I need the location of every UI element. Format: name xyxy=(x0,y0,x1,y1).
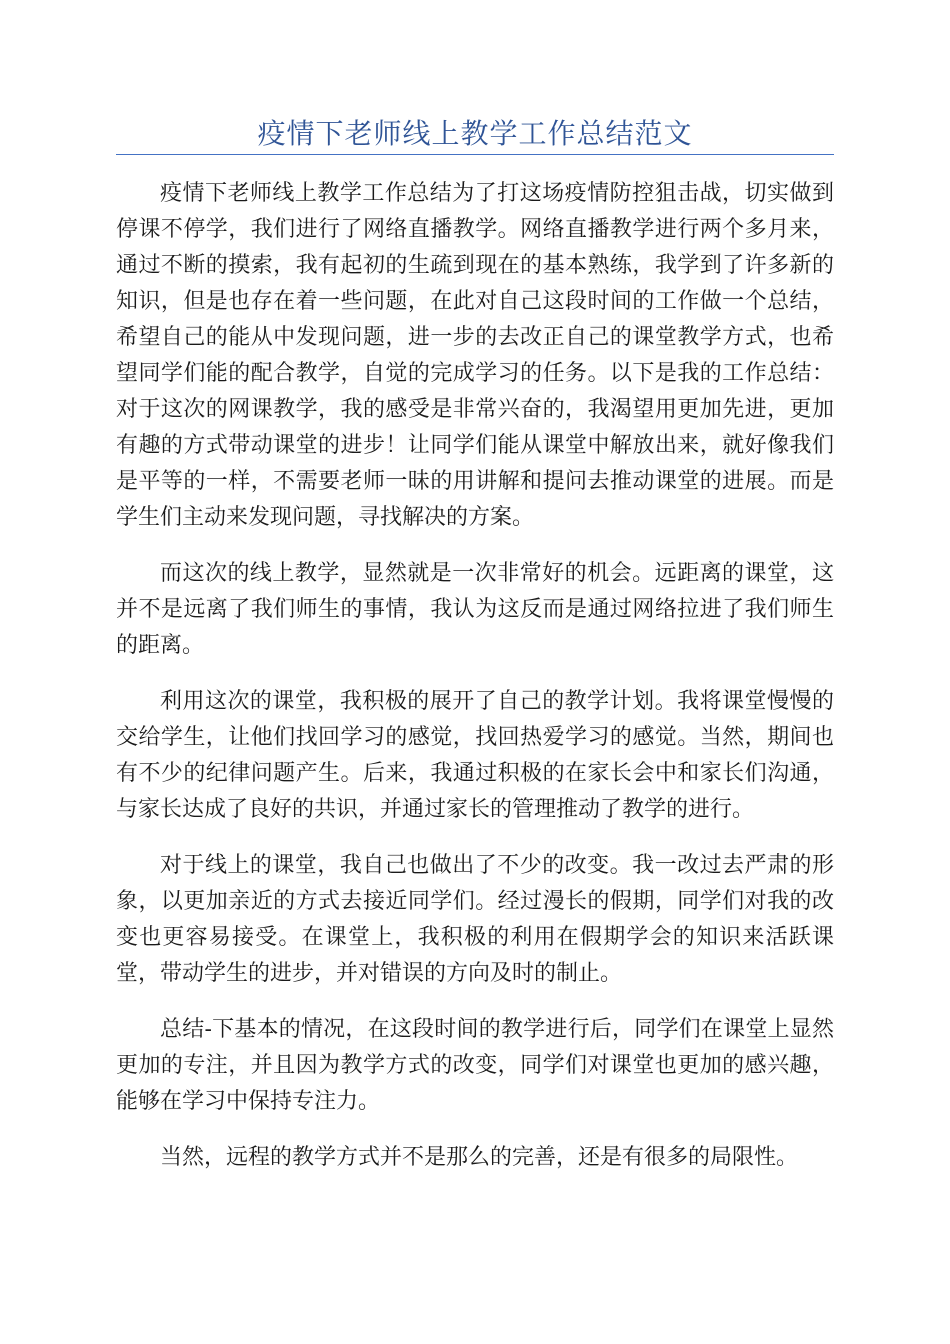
paragraph-2: 而这次的线上教学，显然就是一次非常好的机会。远距离的课堂，这并不是远离了我们师生的事情，我认为这反而是通过网络拉进了我们师生的距离。 xyxy=(116,561,834,658)
document-body xyxy=(116,176,834,1196)
title-underline xyxy=(116,154,834,155)
paragraph-3: 利用这次的课堂，我积极的展开了自己的教学计划。我将课堂慢慢的交给学生，让他们找回学习的感觉，找回热爱学习的感觉。当然，期间也有不少的纪律问题产生。后来，我通过积极的在家长会中和家长们沟通，与家长达成了良好的共识，并通过家长的管理推动了教学的进行。 xyxy=(116,689,834,822)
paragraph-1: 疫情下老师线上教学工作总结为了打这场疫情防控狙击战，切实做到停课不停学，我们进行了网络直播教学。网络直播教学进行两个多月来，通过不断的摸索，我有起初的生疏到现在的基本熟练，我学到了许多新的知识，但是也存在着一些问题，在此对自己这段时间的工作做一个总结，希望自己的能从中发现问题，进一步的去改正自己的课堂教学方式，也希望同学们能的配合教学，自觉的完成学习的任务。以下是我的工作总结：对于这次的网课教学，我的感受是非常兴奋的，我渴望用更加先进，更加有趣的方式带动课堂的进步！让同学们能从课堂中解放出来，就好像我们是平等的一样，不需要老师一昧的用讲解和提问去推动课堂的进展。而是学生们主动来发现问题，寻找解决的方案。 xyxy=(116,181,834,530)
paragraph-5: 总结-下基本的情况，在这段时间的教学进行后，同学们在课堂上显然更加的专注，并且因为教学方式的改变，同学们对课堂也更加的感兴趣，能够在学习中保持专注力。 xyxy=(116,1017,834,1114)
paragraph-6: 当然，远程的教学方式并不是那么的完善，还是有很多的局限性。 xyxy=(160,1145,799,1170)
paragraph-4: 对于线上的课堂，我自己也做出了不少的改变。我一改过去严肃的形象，以更加亲近的方式去接近同学们。经过漫长的假期，同学们对我的改变也更容易接受。在课堂上，我积极的利用在假期学会的知识来活跃课堂，带动学生的进步，并对错误的方向及时的制止。 xyxy=(116,853,834,986)
document-title: 疫情下老师线上教学工作总结范文 xyxy=(257,117,693,150)
